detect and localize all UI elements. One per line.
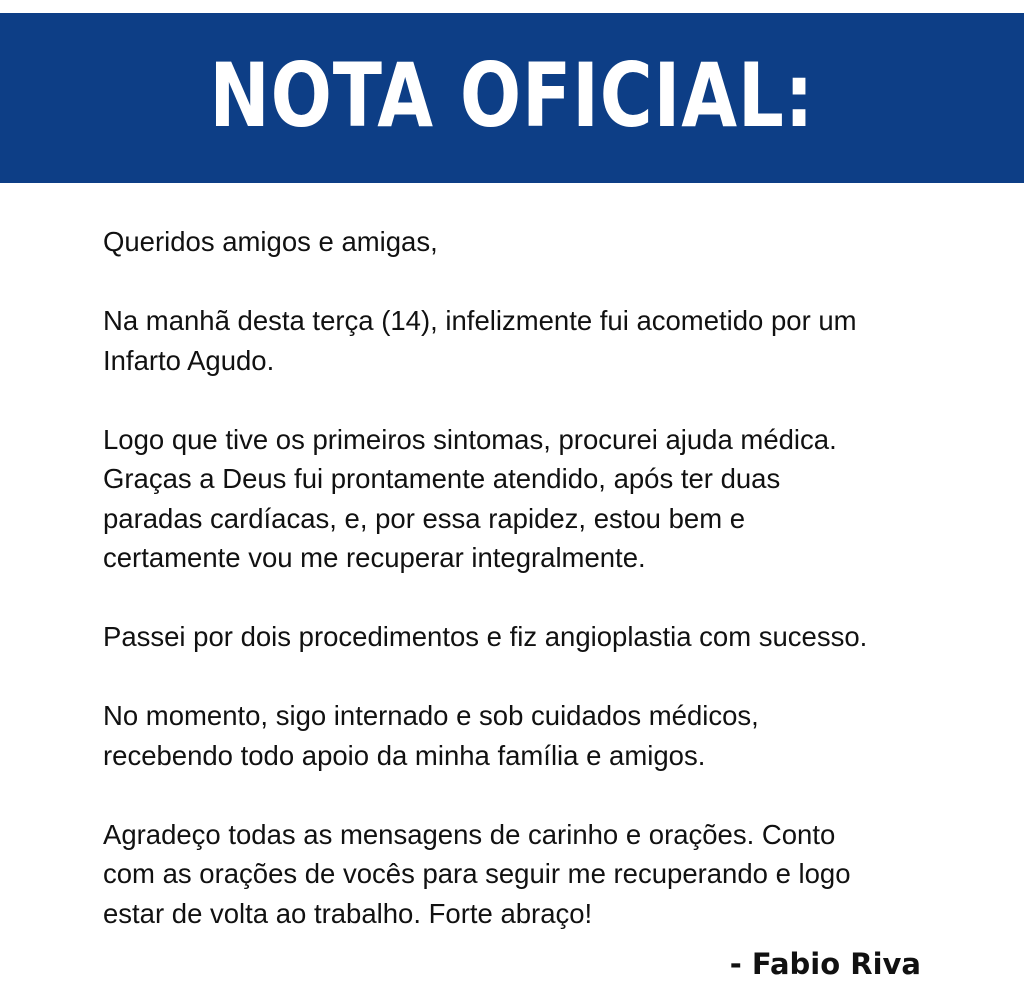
- paragraph-5: [103, 815, 1003, 934]
- paragraph-line: Logo que tive os primeiros sintomas, procurei ajuda médica.: [103, 423, 837, 455]
- paragraph-line: recebendo todo apoio da minha família e amigos.: [103, 739, 706, 771]
- paragraph-2: [103, 420, 1003, 578]
- paragraph-line: Agradeço todas as mensagens de carinho e orações. Conto: [103, 818, 836, 850]
- letter-body: [103, 222, 1003, 973]
- paragraph-line: No momento, sigo internado e sob cuidados médicos,: [103, 700, 759, 731]
- greeting: [103, 222, 1003, 262]
- page-title: NOTA OFICIAL:: [209, 44, 815, 147]
- header-banner: [0, 13, 1024, 183]
- paragraph-line: Graças a Deus fui prontamente atendido, após ter duas: [103, 463, 781, 494]
- greeting-line: Queridos amigos e amigas,: [103, 226, 438, 257]
- paragraph-line: estar de volta ao trabalho. Forte abraço!: [103, 897, 593, 929]
- paragraph-line: com as orações de vocês para seguir me recuperando e logo: [103, 858, 851, 889]
- paragraph-line: certamente vou me recuperar integralmente.: [103, 542, 646, 573]
- paragraph-3: [103, 617, 1003, 657]
- paragraph-line: Na manhã desta terça (14), infelizmente fui acometido por um: [103, 305, 857, 336]
- paragraph-4: [103, 696, 1003, 775]
- paragraph-line: Passei por dois procedimentos e fiz angioplastia com sucesso.: [103, 621, 868, 652]
- paragraph-1: [103, 301, 1003, 380]
- paragraph-line: paradas cardíacas, e, por essa rapidez, estou bem e: [103, 502, 746, 534]
- paragraph-line: Infarto Agudo.: [103, 344, 275, 376]
- signature: - Fabio Riva: [729, 947, 921, 981]
